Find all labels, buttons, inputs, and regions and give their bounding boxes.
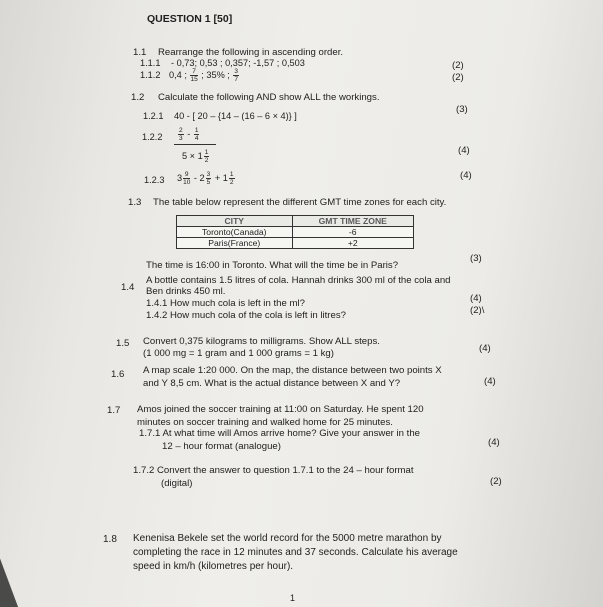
- q1-8-line1: Kenenisa Bekele set the world record for the 5000 metre marathon by: [133, 533, 442, 544]
- table-header-gmt: GMT TIME ZONE: [292, 216, 413, 227]
- q1-1-2-number: 1.1.2: [140, 70, 161, 80]
- q1-2-text: Calculate the following AND show ALL the workings.: [158, 92, 380, 103]
- page-number: 1: [290, 593, 296, 603]
- q1-2-2-numerator: $\frac{2}{3}$ - $\frac{1}{4}$: [179, 127, 199, 142]
- q1-4-1-text: 1.4.1 How much cola is left in the ml?: [146, 298, 305, 309]
- q1-8-line3: speed in km/h (kilometres per hour).: [133, 561, 294, 572]
- gmt-time-zone-table: [176, 215, 414, 249]
- q1-4-1-marks: (4): [470, 293, 482, 304]
- q1-7-line2: minutes on soccer training and walked home for 25 minutes.: [137, 417, 393, 428]
- q1-6-line1: A map scale 1:20 000. On the map, the distance between two points X: [143, 365, 442, 376]
- q1-2-2-marks: (4): [458, 145, 470, 156]
- q1-7-1-line2: 12 – hour format (analogue): [162, 441, 281, 452]
- table-cell-city: Paris(France): [177, 238, 293, 249]
- q1-8-number: 1.8: [103, 534, 117, 545]
- q1-4-line2: Ben drinks 450 ml.: [146, 286, 226, 297]
- q1-3-question: The time is 16:00 in Toronto. What will the time be in Paris?: [146, 260, 399, 271]
- q1-3-number: 1.3: [128, 197, 142, 208]
- q1-2-2-denominator: 5 × 1 $\frac{1}{2}$: [182, 149, 209, 164]
- q1-7-1-line1: 1.7.1 At what time will Amos arrive home? Give your answer in the: [139, 428, 421, 439]
- q1-6-number: 1.6: [111, 369, 125, 380]
- q1-1-2-expression: 0,4 ; $\frac{7}{15}$ ; 35% ; $\frac{3}{7}$: [169, 68, 239, 83]
- q1-5-marks: (4): [479, 343, 491, 354]
- q1-7-2-marks: (2): [490, 476, 502, 487]
- table-cell-zone: +2: [292, 238, 413, 249]
- q1-1-text: Rearrange the following in ascending order.: [158, 47, 344, 58]
- q1-1-number: 1.1: [133, 47, 147, 58]
- q1-7-line1: Amos joined the soccer training at 11:00 on Saturday. He spent 120: [137, 404, 424, 415]
- question-heading: QUESTION 1 [50]: [147, 13, 233, 25]
- table-row: [177, 227, 414, 238]
- q1-1-1-text: - 0,73; 0,53 ; 0,357; -1,57 ; 0,503: [171, 58, 305, 68]
- q1-6-marks: (4): [484, 376, 496, 387]
- q1-2-3-marks: (4): [460, 170, 472, 181]
- table-row: [177, 238, 414, 249]
- q1-4-line1: A bottle contains 1.5 litres of cola. Hannah drinks 300 ml of the cola and: [146, 275, 451, 286]
- q1-4-number: 1.4: [121, 282, 135, 293]
- q1-7-1-marks: (4): [488, 437, 500, 448]
- q1-5-number: 1.5: [116, 338, 130, 349]
- q1-1-2-marks: (2): [452, 72, 464, 83]
- q1-1-1-number: 1.1.1: [140, 58, 161, 68]
- table-header-row: [177, 216, 414, 227]
- table-cell-city: Toronto(Canada): [177, 227, 293, 238]
- q1-2-2-number: 1.2.2: [142, 132, 163, 142]
- q1-3-text: The table below represent the different GMT time zones for each city.: [153, 197, 447, 208]
- q1-2-2-fraction-bar: [174, 144, 216, 145]
- q1-4-2-text: 1.4.2 How much cola of the cola is left in litres?: [146, 310, 346, 321]
- q1-2-1-number: 1.2.1: [143, 111, 164, 121]
- q1-2-3-expression: 3 $\frac{9}{10}$ - 2 $\frac{3}{5}$ + 1 $\frac{1}{2}$: [177, 171, 234, 186]
- q1-8-line2: completing the race in 12 minutes and 37 seconds. Calculate his average: [133, 547, 458, 558]
- q1-7-2-line2: (digital): [161, 478, 193, 489]
- q1-2-1-expression: 40 - [ 20 – {14 – (16 – 6 × 4)} ]: [174, 111, 297, 121]
- q1-2-1-marks: (3): [456, 104, 468, 115]
- q1-7-number: 1.7: [107, 405, 121, 416]
- q1-3-marks: (3): [470, 253, 482, 264]
- q1-6-line2: and Y 8,5 cm. What is the actual distance between X and Y?: [143, 378, 401, 389]
- q1-2-3-number: 1.2.3: [144, 175, 165, 185]
- q1-5-line2: (1 000 mg = 1 gram and 1 000 grams = 1 kg): [143, 348, 334, 359]
- table-cell-zone: -6: [292, 227, 413, 238]
- q1-1-1-marks: (2): [452, 60, 464, 71]
- q1-5-line1: Convert 0,375 kilograms to milligrams. Show ALL steps.: [143, 336, 380, 347]
- table-header-city: CITY: [177, 216, 293, 227]
- q1-4-2-marks: (2)\: [470, 305, 485, 316]
- q1-7-2-line1: 1.7.2 Convert the answer to question 1.7.1 to the 24 – hour format: [133, 465, 414, 476]
- q1-2-number: 1.2: [131, 92, 145, 103]
